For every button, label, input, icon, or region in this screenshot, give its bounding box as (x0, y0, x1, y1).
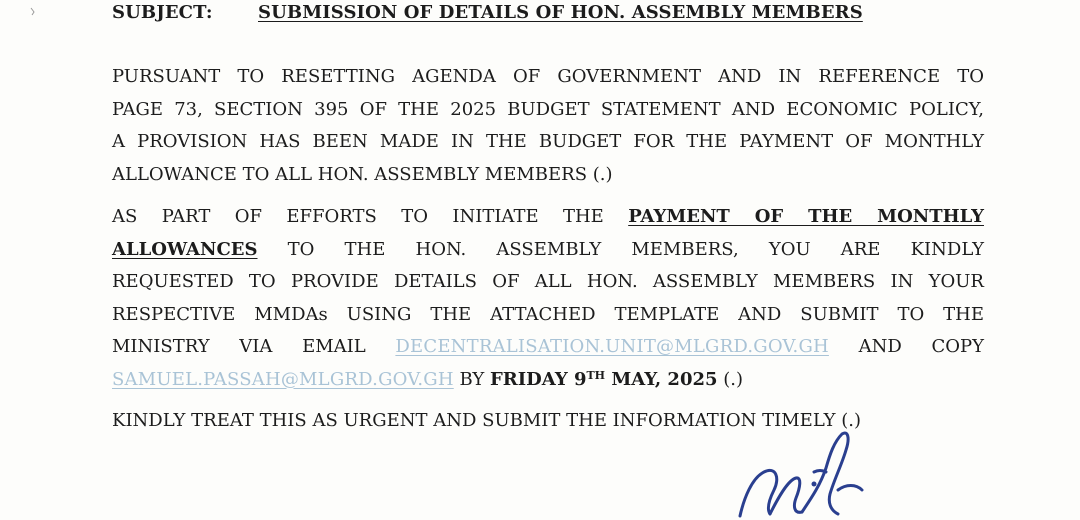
subject-label: SUBJECT: (112, 2, 213, 23)
deadline-rest: MAY, 2025 (611, 368, 718, 390)
paragraph-2-text: AS PART OF EFFORTS TO INITIATE THE (112, 206, 604, 227)
paragraph-1-line: ALLOWANCE TO ALL HON. ASSEMBLY MEMBERS (.) (112, 163, 613, 185)
paragraph-2-line-1 (112, 201, 984, 234)
paragraph-2-text: AND COPY (858, 336, 984, 357)
paragraph-2-line-4: RESPECTIVE MMDAs USING THE ATTACHED TEMPLATE AND SUBMIT TO THE (112, 303, 984, 325)
deadline-suffix: TH (586, 368, 606, 382)
paragraph-1-line: PAGE 73, SECTION 395 OF THE 2025 BUDGET STATEMENT AND ECONOMIC POLICY, (112, 98, 984, 120)
subject-value: SUBMISSION OF DETAILS OF HON. ASSEMBLY MEMBERS (258, 2, 863, 23)
payment-emphasis: PAYMENT OF THE MONTHLY (628, 206, 984, 227)
paragraph-2-text: MINISTRY VIA EMAIL (112, 336, 366, 357)
paragraph-2-line-3: REQUESTED TO PROVIDE DETAILS OF ALL HON. ASSEMBLY MEMBERS IN YOUR (112, 271, 984, 292)
deadline-date (490, 369, 718, 390)
deadline-day: FRIDAY 9 (490, 368, 587, 390)
allowances-emphasis: ALLOWANCES (112, 238, 258, 260)
paragraph-2-text: BY (459, 368, 485, 390)
paragraph-2 (112, 201, 984, 396)
paragraph-2-text: (.) (723, 368, 744, 390)
paragraph-2-text: TO THE HON. ASSEMBLY MEMBERS, YOU ARE KINDLY (287, 238, 984, 260)
email-link-decentralisation[interactable]: DECENTRALISATION.UNIT@MLGRD.GOV.GH (395, 336, 829, 357)
handwritten-signature-icon (730, 428, 880, 520)
email-link-samuel[interactable]: SAMUEL.PASSAH@MLGRD.GOV.GH (112, 368, 454, 390)
paragraph-2-line-6 (112, 364, 984, 397)
paragraph-2-line-2 (112, 234, 984, 267)
paragraph-1-line: PURSUANT TO RESETTING AGENDA OF GOVERNMENT AND IN REFERENCE TO (112, 66, 984, 87)
paragraph-1-line: A PROVISION HAS BEEN MADE IN THE BUDGET FOR THE PAYMENT OF MONTHLY (112, 131, 984, 152)
paragraph-1 (112, 61, 984, 191)
paragraph-3-line: KINDLY TREAT THIS AS URGENT AND SUBMIT THE INFORMATION TIMELY (.) (112, 410, 861, 431)
scan-mark-icon (28, 6, 40, 18)
subject-line (112, 2, 863, 23)
paragraph-2-line-5 (112, 331, 984, 364)
